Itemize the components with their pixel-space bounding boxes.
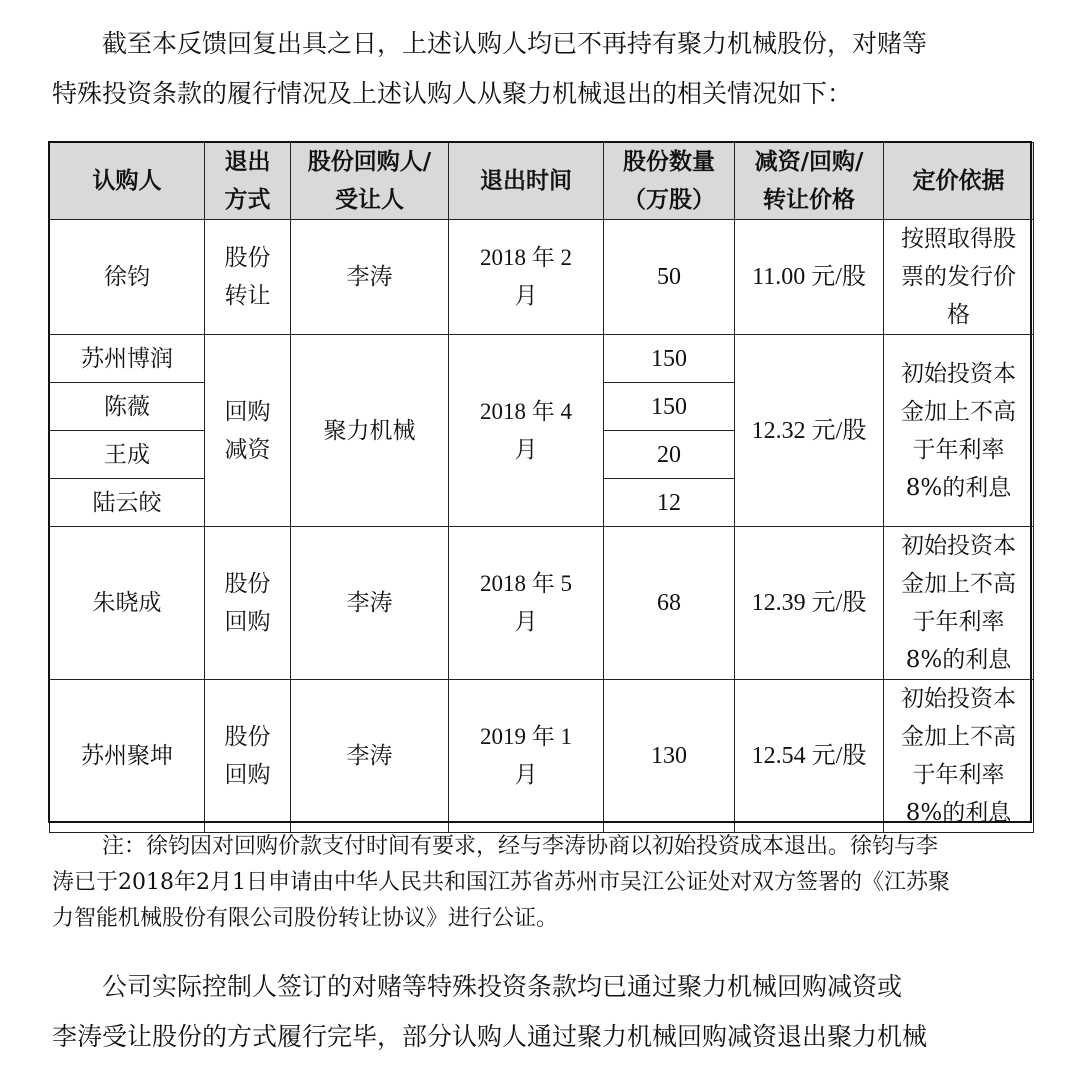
cell-basis-line-3: 于年利率 bbox=[912, 436, 1005, 463]
header-shares-line-1: 股份数量 bbox=[623, 148, 715, 175]
header-price bbox=[735, 143, 884, 220]
header-exit-method-line-1: 退出 bbox=[224, 148, 271, 175]
header-shares-line-2: （万股） bbox=[623, 186, 715, 213]
cell-basis-line-3: 格 bbox=[947, 302, 970, 328]
outro-line-1: 公司实际控制人签订的对赌等特殊投资条款均已通过聚力机械回购减资或 bbox=[102, 972, 903, 1001]
cell-basis bbox=[884, 335, 1034, 527]
cell-shares: 130 bbox=[604, 680, 735, 833]
cell-shares: 50 bbox=[604, 220, 735, 335]
cell-price: 12.32 元/股 bbox=[735, 335, 884, 527]
cell-subscriber: 朱晓成 bbox=[50, 527, 205, 680]
cell-basis bbox=[884, 220, 1034, 335]
cell-basis-line-3: 于年利率 bbox=[912, 762, 1005, 788]
cell-exit-time-line-1: 2019 年 1 bbox=[480, 724, 572, 749]
cell-buyer: 李涛 bbox=[291, 527, 449, 680]
cell-exit-method bbox=[205, 527, 291, 680]
cell-basis-line-4: 8%的利息 bbox=[905, 474, 1012, 501]
cell-subscriber: 陈薇 bbox=[50, 383, 205, 431]
cell-exit-method bbox=[205, 335, 291, 527]
cell-exit-method-line-1: 股份 bbox=[224, 724, 271, 750]
cell-basis-line-4: 8%的利息 bbox=[905, 647, 1012, 673]
cell-subscriber: 陆云皎 bbox=[50, 479, 205, 527]
cell-basis-line-1: 初始投资本 bbox=[901, 533, 1016, 559]
table-header-row bbox=[50, 143, 1034, 220]
cell-exit-method-line-2: 转让 bbox=[224, 283, 271, 309]
table-row bbox=[50, 220, 1034, 335]
header-buyer bbox=[291, 143, 449, 220]
cell-basis-line-2: 金加上不高 bbox=[901, 724, 1016, 750]
cell-basis bbox=[884, 680, 1034, 833]
header-price-line-1: 减资/回购/ bbox=[754, 148, 864, 175]
cell-exit-time bbox=[449, 220, 604, 335]
cell-basis-line-1: 初始投资本 bbox=[901, 686, 1016, 712]
cell-basis-line-1: 按照取得股 bbox=[901, 226, 1016, 252]
table-row bbox=[50, 335, 1034, 383]
header-basis: 定价依据 bbox=[884, 143, 1034, 220]
note-line-2: 涛已于2018年2月1日申请由中华人民共和国江苏省苏州市吴江公证处对双方签署的《江苏聚 bbox=[52, 870, 950, 895]
cell-basis-line-2: 票的发行价 bbox=[901, 264, 1016, 290]
cell-exit-method-line-2: 回购 bbox=[224, 609, 271, 635]
cell-shares: 150 bbox=[604, 383, 735, 431]
table-row bbox=[50, 680, 1034, 833]
cell-buyer: 聚力机械 bbox=[291, 335, 449, 527]
cell-basis-line-1: 初始投资本 bbox=[901, 360, 1016, 387]
cell-exit-method-line-2: 回购 bbox=[224, 762, 271, 788]
cell-exit-time bbox=[449, 680, 604, 833]
cell-exit-time-line-2: 月 bbox=[514, 762, 538, 788]
cell-buyer: 李涛 bbox=[291, 220, 449, 335]
cell-basis-line-2: 金加上不高 bbox=[901, 571, 1016, 597]
cell-basis-line-3: 于年利率 bbox=[912, 609, 1005, 635]
cell-shares: 150 bbox=[604, 335, 735, 383]
cell-exit-time-line-2: 月 bbox=[514, 283, 538, 309]
cell-price: 11.00 元/股 bbox=[735, 220, 884, 335]
table-row bbox=[50, 527, 1034, 680]
cell-exit-time bbox=[449, 527, 604, 680]
table-note bbox=[52, 829, 1037, 937]
cell-subscriber: 王成 bbox=[50, 431, 205, 479]
cell-exit-time bbox=[449, 335, 604, 527]
cell-exit-method-line-1: 股份 bbox=[224, 571, 271, 597]
header-subscriber: 认购人 bbox=[50, 143, 205, 220]
cell-buyer: 李涛 bbox=[291, 680, 449, 833]
cell-exit-method-line-1: 回购 bbox=[224, 398, 271, 425]
intro-paragraph bbox=[52, 19, 1037, 119]
header-exit-method-line-2: 方式 bbox=[224, 186, 271, 213]
cell-exit-time-line-1: 2018 年 4 bbox=[480, 398, 572, 424]
note-line-3: 力智能机械股份有限公司股份转让协议》进行公证。 bbox=[52, 906, 559, 931]
cell-exit-method bbox=[205, 220, 291, 335]
cell-exit-method bbox=[205, 680, 291, 833]
cell-shares: 12 bbox=[604, 479, 735, 527]
outro-paragraph bbox=[52, 962, 1037, 1062]
cell-shares: 68 bbox=[604, 527, 735, 680]
header-price-line-2: 转让价格 bbox=[763, 186, 855, 213]
cell-exit-time-line-1: 2018 年 2 bbox=[480, 245, 572, 270]
cell-exit-time-line-1: 2018 年 5 bbox=[480, 571, 572, 596]
cell-exit-time-line-2: 月 bbox=[514, 436, 538, 463]
intro-line-2: 特殊投资条款的履行情况及上述认购人从聚力机械退出的相关情况如下： bbox=[52, 79, 853, 108]
cell-basis-line-4: 8%的利息 bbox=[905, 800, 1012, 826]
exit-table bbox=[49, 142, 1034, 833]
cell-subscriber: 徐钧 bbox=[50, 220, 205, 335]
cell-price: 12.39 元/股 bbox=[735, 527, 884, 680]
header-exit-method bbox=[205, 143, 291, 220]
cell-exit-method-line-1: 股份 bbox=[224, 245, 271, 271]
header-buyer-line-2: 受让人 bbox=[335, 186, 404, 213]
cell-shares: 20 bbox=[604, 431, 735, 479]
header-exit-time: 退出时间 bbox=[449, 143, 604, 220]
cell-exit-method-line-2: 减资 bbox=[224, 436, 271, 463]
cell-subscriber: 苏州博润 bbox=[50, 335, 205, 383]
intro-line-1: 截至本反馈回复出具之日，上述认购人均已不再持有聚力机械股份，对赌等 bbox=[102, 29, 928, 58]
cell-basis bbox=[884, 527, 1034, 680]
header-shares bbox=[604, 143, 735, 220]
outro-line-2: 李涛受让股份的方式履行完毕，部分认购人通过聚力机械回购减资退出聚力机械 bbox=[52, 1022, 928, 1051]
cell-basis-line-2: 金加上不高 bbox=[901, 398, 1016, 425]
header-buyer-line-1: 股份回购人/ bbox=[307, 148, 432, 175]
cell-exit-time-line-2: 月 bbox=[514, 609, 538, 635]
cell-subscriber: 苏州聚坤 bbox=[50, 680, 205, 833]
note-line-1: 注：徐钧因对回购价款支付时间有要求，经与李涛协商以初始投资成本退出。徐钧与李 bbox=[102, 834, 939, 859]
cell-price: 12.54 元/股 bbox=[735, 680, 884, 833]
